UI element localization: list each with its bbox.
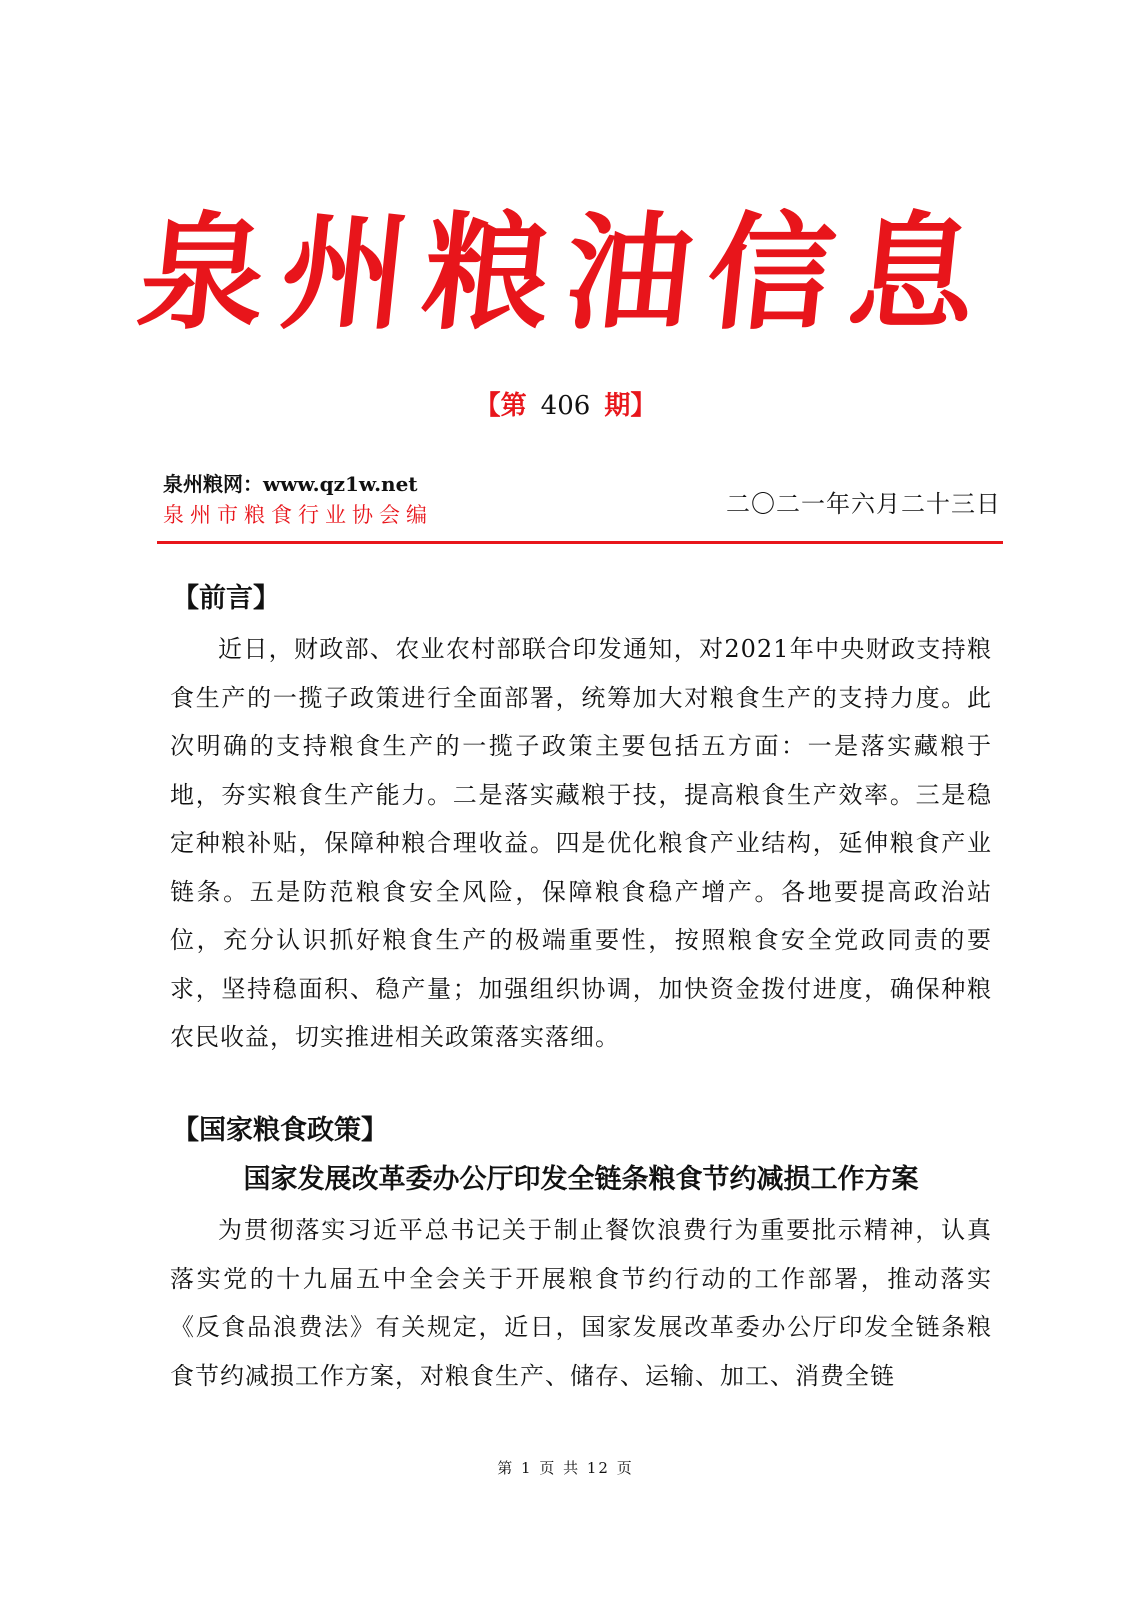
header-divider: [157, 541, 1003, 544]
preface-paragraph: 近日，财政部、农业农村部联合印发通知，对2021年中央财政支持粮食生产的一揽子政策进行全面部署，统筹加大对粮食生产的支持力度。此次明确的支持粮食生产的一揽子政策主要包括五方面：一是落实藏粮于地，夯实粮食生产能力。二是落实藏粮于技，提高粮食生产效率。三是稳定种粮补贴，保障种粮合理收益。四是优化粮食产业结构，延伸粮食产业链条。五是防范粮食安全风险，保障粮食稳产增产。各地要提高政治站位，充分认识抓好粮食生产的极端重要性，按照粮食安全党政同责的要求，坚持稳面积、稳产量；加强组织协调，加快资金拨付进度，确保种粮农民收益，切实推进相关政策落实落细。: [170, 635, 992, 1051]
editor-credit: 泉州市粮食行业协会编: [163, 503, 433, 527]
issue-prefix: 【第: [474, 391, 527, 421]
masthead: [0, 188, 1131, 358]
issue-number-value: 406: [540, 391, 591, 421]
issue-number: [0, 388, 1131, 424]
section-heading-preface: 【前言】: [172, 583, 280, 614]
page-footer: 第 1 页 共 12 页: [497, 1459, 634, 1477]
site-address: 泉州粮网：www.qz1w.net: [163, 472, 418, 496]
publication-date: 二〇二一年六月二十三日: [726, 490, 1001, 518]
masthead-title: 泉州粮油信息: [131, 199, 1000, 347]
issue-suffix: 期】: [604, 391, 657, 421]
policy-paragraph: 为贯彻落实习近平总书记关于制止餐饮浪费行为重要批示精神，认真落实党的十九届五中全会关于开展粮食节约行动的工作部署，推动落实《反食品浪费法》有关规定，近日，国家发展改革委办公厅印发全链条粮食节约减损工作方案，对粮食生产、储存、运输、加工、消费全链: [170, 1216, 992, 1390]
section-heading-policy: 【国家粮食政策】: [172, 1115, 388, 1146]
article-title: 国家发展改革委办公厅印发全链条粮食节约减损工作方案: [243, 1164, 919, 1195]
